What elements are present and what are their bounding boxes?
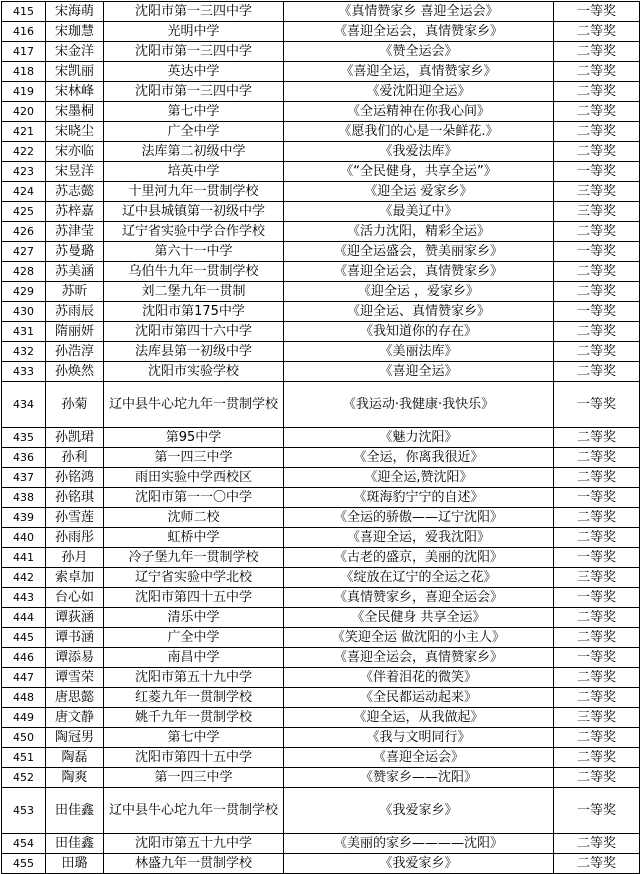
entry-title: 《我爱法库》 (284, 142, 554, 162)
school-name: 沈阳市实验学校 (104, 362, 284, 382)
entry-title: 《魅力沈阳》 (284, 428, 554, 448)
entry-title: 《真情赞家乡，喜迎全运会》 (284, 588, 554, 608)
student-name: 谭书涵 (46, 628, 104, 648)
entry-title: 《喜迎全运，真情赞家乡》 (284, 62, 554, 82)
student-name: 苏雨辰 (46, 302, 104, 322)
table-row (2, 628, 640, 648)
table-row (2, 122, 640, 142)
school-name: 第六十一中学 (104, 242, 284, 262)
table-row (2, 728, 640, 748)
row-number: 422 (2, 142, 46, 162)
row-number: 434 (2, 382, 46, 428)
award-level: 一等奖 (554, 488, 640, 508)
award-level: 二等奖 (554, 342, 640, 362)
entry-title: 《最美辽中》 (284, 202, 554, 222)
school-name: 姚千九年一贯制学校 (104, 708, 284, 728)
row-number: 440 (2, 528, 46, 548)
school-name: 广全中学 (104, 122, 284, 142)
award-level: 二等奖 (554, 854, 640, 874)
row-number: 451 (2, 748, 46, 768)
award-level: 二等奖 (554, 222, 640, 242)
table-row (2, 242, 640, 262)
student-name: 宋亦临 (46, 142, 104, 162)
entry-title: 《全运的骄傲——辽宁沈阳》 (284, 508, 554, 528)
row-number: 454 (2, 834, 46, 854)
school-name: 红菱九年一贯制学校 (104, 688, 284, 708)
entry-title: 《我爱家乡》 (284, 788, 554, 834)
row-number: 438 (2, 488, 46, 508)
entry-title: 《笑迎全运 做沈阳的小主人》 (284, 628, 554, 648)
table-row (2, 568, 640, 588)
award-level: 一等奖 (554, 162, 640, 182)
school-name: 刘二堡九年一贯制 (104, 282, 284, 302)
entry-title: 《全运，你离我很近》 (284, 448, 554, 468)
table-row (2, 142, 640, 162)
student-name: 孙焕然 (46, 362, 104, 382)
school-name: 沈阳市第四十五中学 (104, 748, 284, 768)
entry-title: 《愿我们的心是一朵鲜花.》 (284, 122, 554, 142)
award-level: 二等奖 (554, 22, 640, 42)
row-number: 416 (2, 22, 46, 42)
student-name: 孙铭琪 (46, 488, 104, 508)
school-name: 沈阳市第一一〇中学 (104, 488, 284, 508)
student-name: 田璐 (46, 854, 104, 874)
table-row (2, 102, 640, 122)
student-name: 宋墨桐 (46, 102, 104, 122)
table-row (2, 708, 640, 728)
row-number: 446 (2, 648, 46, 668)
entry-title: 《爱沈阳迎全运》 (284, 82, 554, 102)
student-name: 索卓加 (46, 568, 104, 588)
row-number: 439 (2, 508, 46, 528)
school-name: 沈阳市第五十九中学 (104, 668, 284, 688)
school-name: 辽宁省实验中学北校 (104, 568, 284, 588)
row-number: 455 (2, 854, 46, 874)
student-name: 唐文静 (46, 708, 104, 728)
entry-title: 《我知道你的存在》 (284, 322, 554, 342)
award-level: 一等奖 (554, 382, 640, 428)
award-level: 二等奖 (554, 668, 640, 688)
table-row (2, 748, 640, 768)
student-name: 孙铭鸿 (46, 468, 104, 488)
row-number: 432 (2, 342, 46, 362)
row-number: 443 (2, 588, 46, 608)
row-number: 448 (2, 688, 46, 708)
table-row (2, 588, 640, 608)
table-row (2, 182, 640, 202)
school-name: 沈阳市第五十九中学 (104, 834, 284, 854)
entry-title: 《伴着泪花的微笑》 (284, 668, 554, 688)
entry-title: 《全民都运动起来》 (284, 688, 554, 708)
row-number: 417 (2, 42, 46, 62)
entry-title: 《全运精神在你我心间》 (284, 102, 554, 122)
row-number: 423 (2, 162, 46, 182)
row-number: 444 (2, 608, 46, 628)
entry-title: 《美丽法库》 (284, 342, 554, 362)
school-name: 雨田实验中学西校区 (104, 468, 284, 488)
student-name: 谭荻涵 (46, 608, 104, 628)
award-level: 二等奖 (554, 508, 640, 528)
student-name: 苏津莹 (46, 222, 104, 242)
student-name: 孙凯珺 (46, 428, 104, 448)
row-number: 421 (2, 122, 46, 142)
entry-title: 《迎全运盛会，赞美丽家乡》 (284, 242, 554, 262)
table-row (2, 648, 640, 668)
row-number: 442 (2, 568, 46, 588)
student-name: 谭雪荣 (46, 668, 104, 688)
award-level: 一等奖 (554, 242, 640, 262)
row-number: 447 (2, 668, 46, 688)
student-name: 孙浩淳 (46, 342, 104, 362)
row-number: 418 (2, 62, 46, 82)
school-name: 沈阳市第四十五中学 (104, 588, 284, 608)
award-level: 二等奖 (554, 62, 640, 82)
award-level: 二等奖 (554, 748, 640, 768)
table-row (2, 162, 640, 182)
row-number: 441 (2, 548, 46, 568)
entry-title: 《迎全运 ，爱家乡》 (284, 282, 554, 302)
school-name: 第七中学 (104, 728, 284, 748)
entry-title: 《斑海豹宁宁的自述》 (284, 488, 554, 508)
student-name: 孙利 (46, 448, 104, 468)
entry-title: 《赞家乡——沈阳》 (284, 768, 554, 788)
award-level: 二等奖 (554, 428, 640, 448)
entry-title: 《喜迎全运会》 (284, 748, 554, 768)
student-name: 孙雪莲 (46, 508, 104, 528)
table-row (2, 608, 640, 628)
table-row (2, 302, 640, 322)
row-number: 424 (2, 182, 46, 202)
award-level: 二等奖 (554, 688, 640, 708)
award-level: 三等奖 (554, 568, 640, 588)
school-name: 辽中县城镇第一初级中学 (104, 202, 284, 222)
award-level: 一等奖 (554, 548, 640, 568)
award-level: 一等奖 (554, 302, 640, 322)
table-row (2, 834, 640, 854)
table-row (2, 322, 640, 342)
table-row (2, 42, 640, 62)
school-name: 沈阳市第一三四中学 (104, 2, 284, 22)
student-name: 孙菊 (46, 382, 104, 428)
award-level: 二等奖 (554, 608, 640, 628)
school-name: 辽中县牛心坨九年一贯制学校 (104, 382, 284, 428)
row-number: 431 (2, 322, 46, 342)
awards-table-body (2, 2, 640, 874)
student-name: 孙月 (46, 548, 104, 568)
award-level: 一等奖 (554, 788, 640, 834)
award-level: 一等奖 (554, 648, 640, 668)
award-level: 二等奖 (554, 448, 640, 468)
entry-title: 《美丽的家乡————沈阳》 (284, 834, 554, 854)
awards-table (1, 1, 640, 874)
table-row (2, 768, 640, 788)
row-number: 453 (2, 788, 46, 834)
table-row (2, 22, 640, 42)
school-name: 培英中学 (104, 162, 284, 182)
award-level: 二等奖 (554, 628, 640, 648)
table-row (2, 448, 640, 468)
award-level: 三等奖 (554, 708, 640, 728)
school-name: 乌伯牛九年一贯制学校 (104, 262, 284, 282)
school-name: 第七中学 (104, 102, 284, 122)
award-level: 二等奖 (554, 122, 640, 142)
award-level: 二等奖 (554, 322, 640, 342)
student-name: 陶爽 (46, 768, 104, 788)
table-row (2, 282, 640, 302)
table-row (2, 488, 640, 508)
entry-title: 《喜迎全运会，真情赞家乡》 (284, 648, 554, 668)
entry-title: 《古老的盛京，美丽的沈阳》 (284, 548, 554, 568)
table-row (2, 428, 640, 448)
student-name: 陶磊 (46, 748, 104, 768)
student-name: 苏昕 (46, 282, 104, 302)
school-name: 虹桥中学 (104, 528, 284, 548)
row-number: 428 (2, 262, 46, 282)
table-row (2, 668, 640, 688)
school-name: 光明中学 (104, 22, 284, 42)
row-number: 425 (2, 202, 46, 222)
school-name: 第95中学 (104, 428, 284, 448)
award-level: 二等奖 (554, 82, 640, 102)
table-row (2, 382, 640, 428)
row-number: 452 (2, 768, 46, 788)
school-name: 沈阳市第一三四中学 (104, 42, 284, 62)
entry-title: 《赞全运会》 (284, 42, 554, 62)
student-name: 田佳鑫 (46, 788, 104, 834)
student-name: 苏曼璐 (46, 242, 104, 262)
student-name: 宋晓尘 (46, 122, 104, 142)
award-level: 三等奖 (554, 182, 640, 202)
entry-title: 《活力沈阳，精彩全运》 (284, 222, 554, 242)
award-level: 二等奖 (554, 142, 640, 162)
school-name: 广全中学 (104, 628, 284, 648)
award-level: 二等奖 (554, 768, 640, 788)
award-level: 二等奖 (554, 262, 640, 282)
student-name: 宋昱洋 (46, 162, 104, 182)
school-name: 法库第二初级中学 (104, 142, 284, 162)
school-name: 林盛九年一贯制学校 (104, 854, 284, 874)
table-row (2, 2, 640, 22)
entry-title: 《迎全运,赞沈阳》 (284, 468, 554, 488)
row-number: 426 (2, 222, 46, 242)
row-number: 433 (2, 362, 46, 382)
entry-title: 《喜迎全运会，真情赞家乡》 (284, 262, 554, 282)
student-name: 台心如 (46, 588, 104, 608)
school-name: 冷子堡九年一贯制学校 (104, 548, 284, 568)
student-name: 孙雨彤 (46, 528, 104, 548)
school-name: 清乐中学 (104, 608, 284, 628)
award-level: 二等奖 (554, 282, 640, 302)
entry-title: 《绽放在辽宁的全运之花》 (284, 568, 554, 588)
row-number: 436 (2, 448, 46, 468)
entry-title: 《迎全运、真情赞家乡》 (284, 302, 554, 322)
row-number: 437 (2, 468, 46, 488)
student-name: 苏梓嘉 (46, 202, 104, 222)
entry-title: 《迎全运，从我做起》 (284, 708, 554, 728)
student-name: 隋丽妍 (46, 322, 104, 342)
table-row (2, 528, 640, 548)
school-name: 沈阳市第四十六中学 (104, 322, 284, 342)
table-row (2, 82, 640, 102)
table-row (2, 262, 640, 282)
entry-title: 《喜迎全运，爱我沈阳》 (284, 528, 554, 548)
award-level: 三等奖 (554, 202, 640, 222)
row-number: 419 (2, 82, 46, 102)
student-name: 田佳鑫 (46, 834, 104, 854)
school-name: 辽中县牛心坨九年一贯制学校 (104, 788, 284, 834)
student-name: 宋海萌 (46, 2, 104, 22)
entry-title: 《我运动·我健康·我快乐》 (284, 382, 554, 428)
entry-title: 《“全民健身，共享全运”》 (284, 162, 554, 182)
award-level: 二等奖 (554, 42, 640, 62)
entry-title: 《迎全运 爱家乡》 (284, 182, 554, 202)
row-number: 435 (2, 428, 46, 448)
award-level: 二等奖 (554, 528, 640, 548)
table-row (2, 468, 640, 488)
student-name: 宋凯丽 (46, 62, 104, 82)
award-level: 一等奖 (554, 2, 640, 22)
table-row (2, 342, 640, 362)
row-number: 429 (2, 282, 46, 302)
entry-title: 《全民健身 共享全运》 (284, 608, 554, 628)
school-name: 沈阳市第一三四中学 (104, 82, 284, 102)
row-number: 427 (2, 242, 46, 262)
row-number: 445 (2, 628, 46, 648)
row-number: 420 (2, 102, 46, 122)
entry-title: 《喜迎全运》 (284, 362, 554, 382)
student-name: 宋林峰 (46, 82, 104, 102)
student-name: 陶冠男 (46, 728, 104, 748)
table-row (2, 202, 640, 222)
table-row (2, 62, 640, 82)
table-row (2, 854, 640, 874)
table-row (2, 788, 640, 834)
award-level: 二等奖 (554, 102, 640, 122)
row-number: 450 (2, 728, 46, 748)
school-name: 沈师二校 (104, 508, 284, 528)
student-name: 宋珈慧 (46, 22, 104, 42)
award-level: 二等奖 (554, 362, 640, 382)
school-name: 英达中学 (104, 62, 284, 82)
row-number: 415 (2, 2, 46, 22)
table-row (2, 362, 640, 382)
table-row (2, 222, 640, 242)
entry-title: 《我与文明同行》 (284, 728, 554, 748)
table-row (2, 508, 640, 528)
row-number: 449 (2, 708, 46, 728)
student-name: 宋金洋 (46, 42, 104, 62)
school-name: 南昌中学 (104, 648, 284, 668)
table-row (2, 688, 640, 708)
school-name: 第一四三中学 (104, 768, 284, 788)
award-level: 二等奖 (554, 468, 640, 488)
award-level: 二等奖 (554, 728, 640, 748)
student-name: 唐思懿 (46, 688, 104, 708)
school-name: 法库县第一初级中学 (104, 342, 284, 362)
school-name: 辽宁省实验中学合作学校 (104, 222, 284, 242)
entry-title: 《我爱家乡》 (284, 854, 554, 874)
school-name: 十里河九年一贯制学校 (104, 182, 284, 202)
school-name: 第一四三中学 (104, 448, 284, 468)
student-name: 苏美涵 (46, 262, 104, 282)
award-level: 一等奖 (554, 588, 640, 608)
student-name: 苏志懿 (46, 182, 104, 202)
award-level: 二等奖 (554, 834, 640, 854)
row-number: 430 (2, 302, 46, 322)
entry-title: 《真情赞家乡 喜迎全运会》 (284, 2, 554, 22)
student-name: 谭添易 (46, 648, 104, 668)
school-name: 沈阳市第175中学 (104, 302, 284, 322)
entry-title: 《喜迎全运会，真情赞家乡》 (284, 22, 554, 42)
table-row (2, 548, 640, 568)
